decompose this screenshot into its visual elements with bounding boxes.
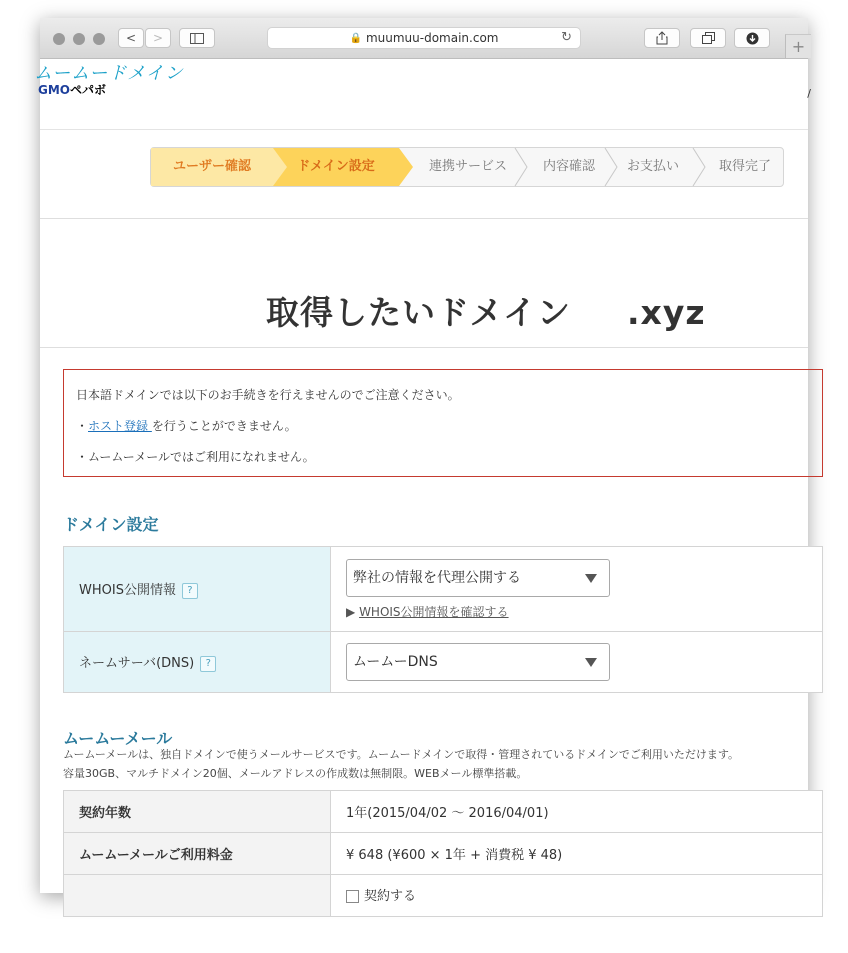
notice-box	[63, 369, 823, 477]
minimize-window-button[interactable]	[73, 33, 85, 45]
downloads-button[interactable]	[734, 28, 770, 48]
gmo-pepabo-logo: GMOペパボ	[38, 83, 107, 97]
dropdown-arrow-icon	[585, 658, 597, 667]
site-logo[interactable]: ムームードメイン	[34, 63, 184, 84]
header-divider	[40, 129, 808, 130]
domain-tld: .xyz	[627, 293, 706, 332]
forward-button[interactable]	[145, 28, 171, 48]
whois-check-link[interactable]: ▶ WHOIS公開情報を確認する	[346, 604, 509, 619]
tabs-icon	[702, 32, 715, 44]
help-icon[interactable]: ?	[200, 656, 216, 672]
step-arrow-icon	[273, 148, 287, 186]
address-text: muumuu-domain.com	[365, 31, 499, 45]
mail-row-value: ¥ 648 (¥600 × 1年 + 消費税 ¥ 48)	[331, 833, 823, 875]
whois-select[interactable]: 弊社の情報を代理公開する	[346, 559, 610, 597]
step-complete: 取得完了	[718, 159, 771, 174]
mail-row-label: 契約年数	[64, 791, 331, 833]
reload-icon[interactable]: ↻	[561, 30, 572, 45]
chevron-left-icon: <	[125, 31, 137, 45]
header-right-fragment: /	[807, 87, 811, 100]
whois-value-cell	[331, 547, 823, 632]
step-payment: お支払い	[626, 159, 679, 174]
close-window-button[interactable]	[53, 33, 65, 45]
sidebar-toggle-button[interactable]	[179, 28, 215, 48]
notice-line: ・ホスト登録 を行うことができません。	[76, 419, 297, 433]
mail-row-label	[64, 875, 331, 917]
nameserver-label-cell: ネームサーバ(DNS) ?	[64, 632, 331, 693]
mail-description: ムームーメールは、独自ドメインで使うメールサービスです。ムームードメインで取得・管理されているドメインでご利用いただけます。 容量30GB、マルチドメイン20個、メールアドレスの作成数は無制限。WEBメール標準搭載。	[63, 748, 740, 780]
section-divider	[40, 347, 808, 348]
nameserver-select[interactable]: ムームーDNS	[346, 643, 610, 681]
progress-steps	[150, 147, 784, 187]
step-user-confirm: ユーザー確認	[151, 148, 273, 186]
mail-contract-cell	[331, 875, 823, 917]
page-title: 取得したいドメイン .xyz	[266, 293, 706, 332]
domain-settings-heading: ドメイン設定	[63, 515, 159, 534]
help-icon[interactable]: ?	[182, 583, 198, 599]
nameserver-value-cell	[331, 632, 823, 693]
triangle-right-icon: ▶	[346, 604, 356, 619]
tabs-overview-button[interactable]	[690, 28, 726, 48]
mail-heading: ムームーメール	[63, 729, 173, 748]
address-bar[interactable]	[267, 27, 581, 49]
sidebar-icon	[190, 33, 204, 44]
new-tab-button[interactable]	[785, 34, 811, 58]
step-linked-services: 連携サービス	[428, 159, 507, 174]
domain-settings-table	[63, 546, 823, 693]
dropdown-arrow-icon	[585, 574, 597, 583]
whois-label-cell: WHOIS公開情報 ?	[64, 547, 331, 632]
lock-icon: 🔒	[349, 32, 362, 44]
download-icon	[746, 32, 759, 45]
browser-window	[34, 18, 811, 904]
notice-line: ・ムームーメールではご利用になれません。	[76, 450, 315, 464]
step-arrow-icon	[399, 148, 413, 186]
mail-row-label: ムームーメールご利用料金	[64, 833, 331, 875]
contract-checkbox[interactable]	[346, 890, 359, 903]
step-domain-settings: ドメイン設定	[273, 148, 399, 186]
step-content-confirm: 内容確認	[542, 159, 595, 174]
share-icon	[656, 31, 668, 45]
plus-icon: +	[791, 37, 806, 56]
host-registration-link[interactable]: ホスト登録	[88, 419, 152, 433]
section-divider	[40, 218, 808, 219]
contract-checkbox-label[interactable]: 契約する	[364, 889, 417, 904]
chevron-right-icon: >	[152, 31, 164, 45]
share-button[interactable]	[644, 28, 680, 48]
step-arrow-icon	[515, 148, 529, 186]
browser-toolbar	[40, 18, 808, 59]
notice-line: 日本語ドメインでは以下のお手続きを行えませんのでご注意ください。	[76, 388, 460, 402]
step-arrow-icon	[693, 148, 707, 186]
back-button[interactable]	[118, 28, 144, 48]
mail-row-value: 1年(2015/04/02 〜 2016/04/01)	[331, 791, 823, 833]
mail-table	[63, 790, 823, 917]
page-content	[34, 59, 811, 904]
zoom-window-button[interactable]	[93, 33, 105, 45]
